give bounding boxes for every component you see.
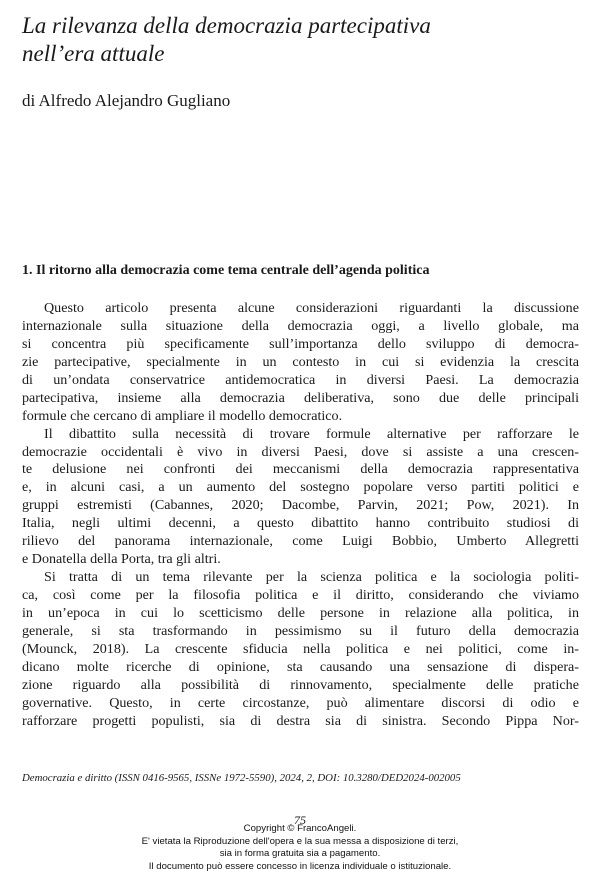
body-line: dicano molte ricerche di opinione, sta causando una sensazione di dispera-	[22, 658, 579, 675]
body-line: e Donatella della Porta, tra gli altri.	[22, 551, 221, 568]
article-title	[22, 12, 582, 68]
copyright-notice	[0, 823, 600, 873]
body-line: e, in alcuni casi, a un aumento del sostegno popolare verso partiti politici e	[22, 479, 579, 496]
copyright-line: E' vietata la Riproduzione dell'opera e la sua messa a disposizione di terzi,	[141, 835, 459, 847]
body-line: Italia, negli ultimi decenni, a questo dibattito hanno contribuito studiosi di	[22, 515, 579, 532]
body-line: zione riguardo alla possibilità di rinnovamento, specialmente delle pratiche	[22, 676, 579, 693]
body-line: si concentra più specificamente sull’importanza dello sviluppo di democra-	[22, 335, 579, 352]
body-line: in un’epoca in cui lo scetticismo delle persone in relazione alla politica, in	[22, 604, 579, 621]
body-line: internazionale sulla situazione della democrazia oggi, a livello globale, ma	[22, 317, 579, 334]
page-number: 75	[294, 813, 306, 827]
article-body	[22, 300, 579, 731]
body-line: partecipativa, insieme alla democrazia deliberativa, sono due delle principali	[22, 389, 579, 406]
body-line: te delusione nei confronti dei meccanismi della democrazia rappresentativa	[22, 461, 579, 478]
body-line: Questo articolo presenta alcune considerazioni riguardanti la discussione	[44, 300, 579, 316]
article-title-line: La rilevanza della democrazia partecipativa	[22, 13, 431, 38]
journal-citation: Democrazia e diritto (ISSN 0416-9565, ISSNe 1972-5590), 2024, 2, DOI: 10.3280/DED2024-002005	[22, 772, 461, 784]
body-line: gruppi estremisti (Cabannes, 2020; Dacombe, Parvin, 2021; Pow, 2021). In	[22, 497, 579, 514]
body-line: Il dibattito sulla necessità di trovare formule alternative per rafforzare le	[44, 425, 579, 442]
body-line: (Mounck, 2018). La crescente sfiducia nella politica e nei politici, come in-	[22, 640, 579, 657]
body-line: formule che cercano di ampliare il modello democratico.	[22, 407, 343, 424]
article-author: di Alfredo Alejandro Gugliano	[22, 91, 231, 110]
body-line: generale, si sta trasformando in pessimismo su il futuro della democrazia	[22, 622, 579, 639]
body-line: governative. Questo, in certe circostanze, può alimentare discorsi di odio e	[22, 694, 579, 711]
section-heading: 1. Il ritorno alla democrazia come tema centrale dell’agenda politica	[22, 263, 430, 278]
body-line: di un’ondata conservatrice antidemocratica in diversi Paesi. La democrazia	[22, 371, 579, 388]
article-title-line: nell’era attuale	[22, 41, 165, 66]
body-line: zie partecipative, specialmente in un contesto in cui si evidenzia la crescita	[22, 353, 579, 370]
body-line: rafforzare progetti populisti, sia di destra sia di sinistra. Secondo Pippa Nor-	[22, 712, 579, 729]
body-line: ca, così come per la filosofia politica e il diritto, considerando che viviamo	[22, 587, 579, 603]
copyright-line: sia in forma gratuita sia a pagamento.	[219, 848, 381, 860]
body-line: democrazie occidentali è vivo in diversi Paesi, dove si assiste a una crescen-	[22, 443, 579, 460]
copyright-line: Copyright © FrancoAngeli.	[243, 823, 357, 834]
body-line: rilievo del panorama internazionale, come Luigi Bobbio, Umberto Allegretti	[22, 533, 579, 550]
copyright-line: Il documento può essere concesso in licenza individuale o istituzionale.	[148, 860, 452, 872]
body-line: Si tratta di un tema rilevante per la scienza politica e la sociologia politi-	[44, 569, 579, 586]
